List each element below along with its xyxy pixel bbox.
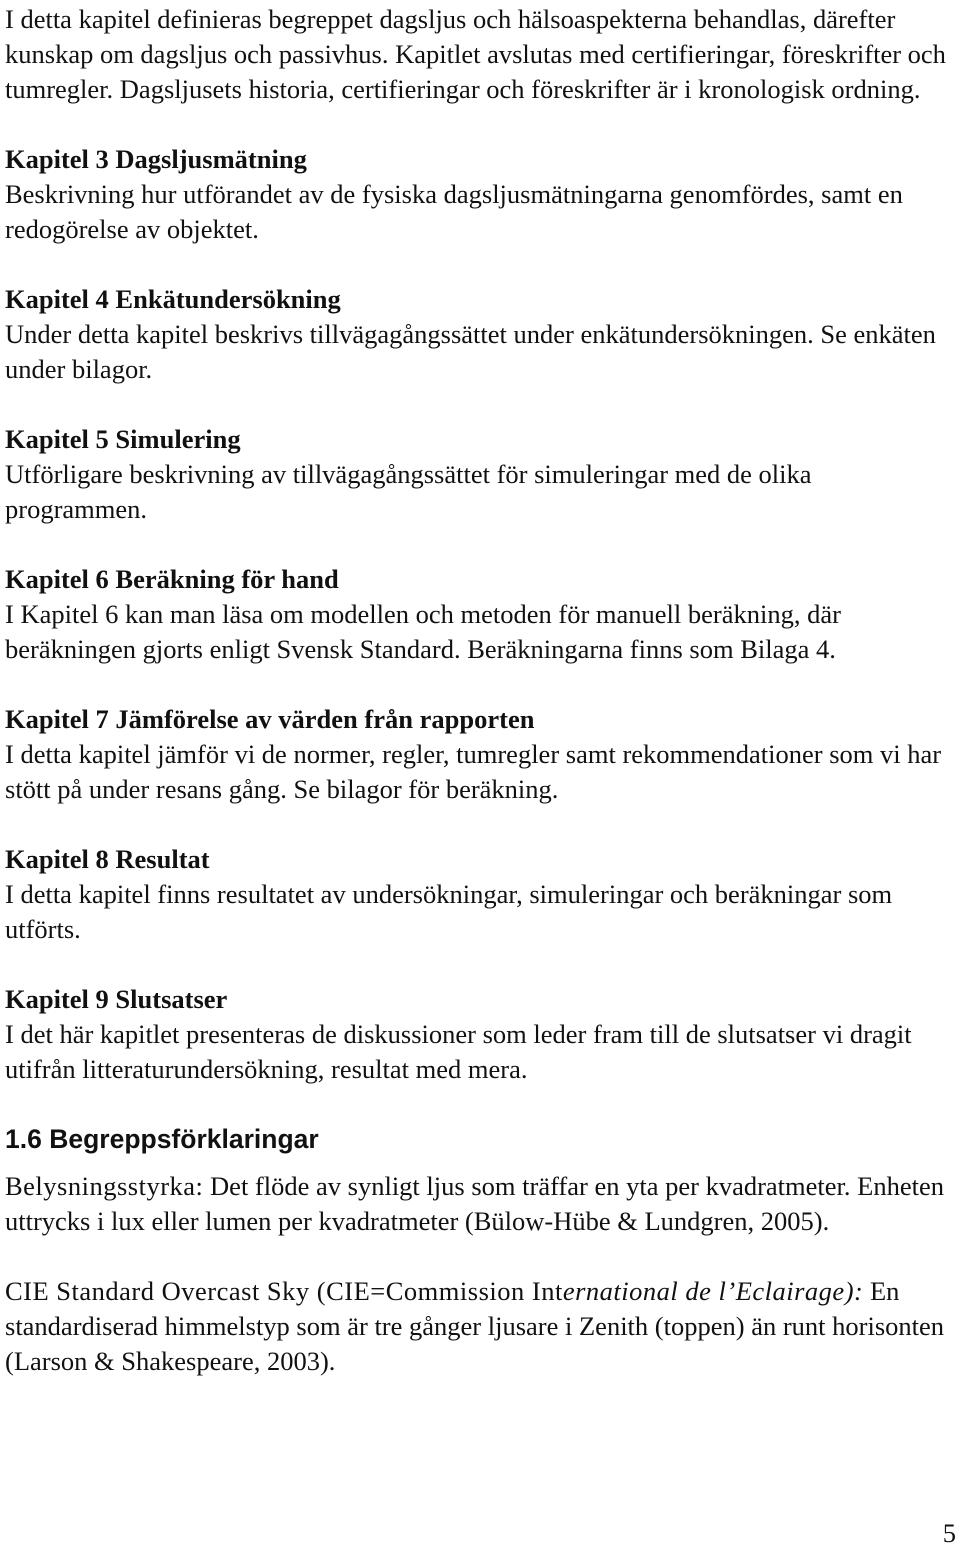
chapter-description: Beskrivning hur utförandet av de fysiska dagsljusmätningarna genomfördes, samt en redogörelse av objektet. — [5, 179, 903, 244]
chapter-8 — [5, 842, 955, 947]
chapter-description: I Kapitel 6 kan man läsa om modellen och metoden för manuell beräkning, där beräkningen gjorts enligt Svensk Standard. Beräkningarna finns som Bilaga 4. — [5, 599, 841, 664]
chapter-description: I detta kapitel finns resultatet av undersökningar, simuleringar och beräkningar som utförts. — [5, 879, 893, 944]
intro-paragraph: I detta kapitel definieras begreppet dagsljus och hälsoaspekterna behandlas, därefter kunskap om dagsljus och passivhus. Kapitlet avslutas med certifieringar, föreskrifter och tumregler. Dagsljusets historia, certifieringar och föreskrifter är i kronologisk ordning. — [5, 4, 946, 104]
chapter-heading: Kapitel 5 Simulering — [5, 424, 241, 454]
page-number: 5 — [942, 1518, 956, 1548]
chapter-description: Utförligare beskrivning av tillvägagångssättet för simuleringar med de olika programmen. — [5, 459, 812, 524]
definition-term: Belysningsstyrka: — [5, 1171, 204, 1201]
chapter-heading: Kapitel 7 Jämförelse av värden från rapporten — [5, 704, 535, 734]
chapter-description: Under detta kapitel beskrivs tillvägagångssättet under enkätundersökningen. Se enkäten under bilagor. — [5, 319, 936, 384]
chapter-3 — [5, 142, 955, 247]
chapter-5 — [5, 422, 955, 527]
definition-belysningsstyrka — [5, 1169, 955, 1239]
chapter-heading: Kapitel 6 Beräkning för hand — [5, 564, 339, 594]
chapter-9 — [5, 982, 955, 1087]
definition-cie-overcast-sky — [5, 1274, 955, 1379]
definition-term-italic: ernational de l’Eclairage): — [562, 1276, 864, 1306]
section-heading: 1.6 Begreppsförklaringar — [5, 1124, 319, 1154]
chapter-heading: Kapitel 4 Enkätundersökning — [5, 284, 341, 314]
chapter-6 — [5, 562, 955, 667]
chapter-heading: Kapitel 3 Dagsljusmätning — [5, 144, 307, 174]
chapter-heading: Kapitel 8 Resultat — [5, 844, 210, 874]
chapter-heading: Kapitel 9 Slutsatser — [5, 984, 228, 1014]
chapter-7 — [5, 702, 955, 807]
definition-text: En standardiserad himmelstyp som är tre gånger ljusare i Zenith (toppen) än runt horisonten (Larson & Shakespeare, 2003). — [5, 1276, 945, 1376]
chapter-4 — [5, 282, 955, 387]
chapter-description: I detta kapitel jämför vi de normer, regler, tumregler samt rekommendationer som vi har stött på under resans gång. Se bilagor för beräkning. — [5, 739, 942, 804]
definition-term: CIE Standard Overcast Sky (CIE=Commission Int — [5, 1276, 563, 1306]
chapter-description: I det här kapitlet presenteras de diskussioner som leder fram till de slutsatser vi dragit utifrån litteraturundersökning, resultat med mera. — [5, 1019, 912, 1084]
document-page — [5, 2, 955, 1414]
definition-text: Det flöde av synligt ljus som träffar en yta per kvadratmeter. Enheten uttrycks i lux eller lumen per kvadratmeter (Bülow-Hübe & Lundgren, 2005). — [5, 1171, 944, 1236]
